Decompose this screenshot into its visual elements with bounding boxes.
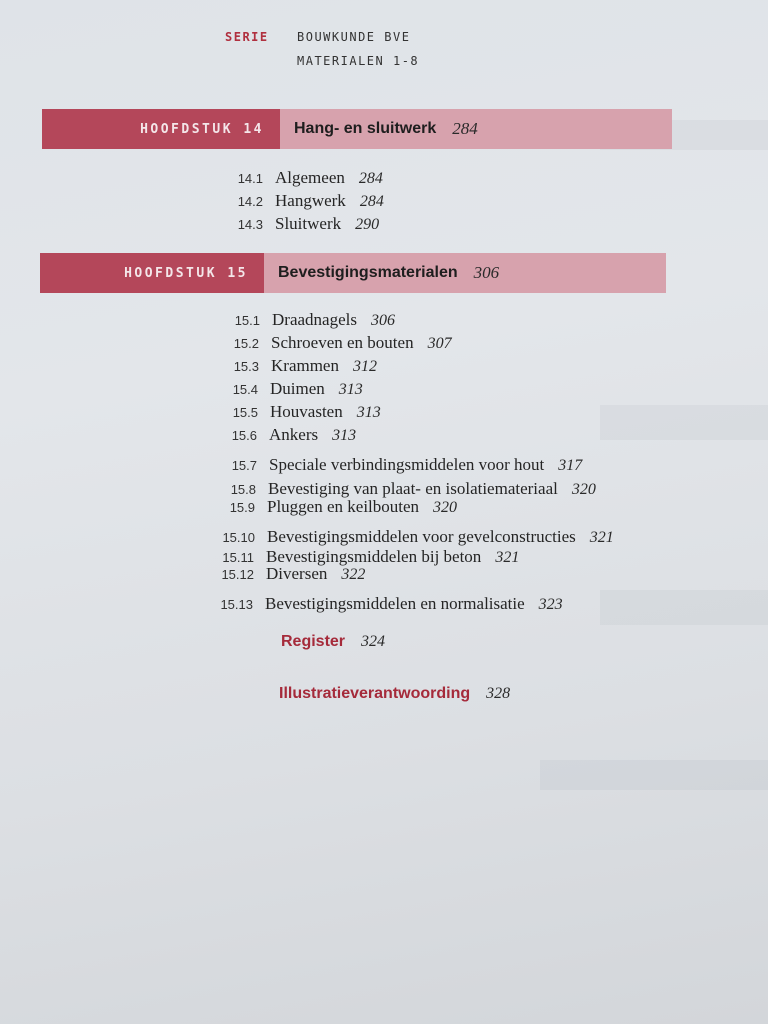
entry-page: 323 bbox=[538, 596, 563, 613]
entry-page: 307 bbox=[427, 335, 452, 352]
entry-page: 322 bbox=[341, 566, 366, 583]
chapter-heading bbox=[280, 109, 672, 149]
toc-entry bbox=[215, 214, 379, 234]
chapter-heading bbox=[264, 253, 666, 293]
toc-entry bbox=[209, 455, 582, 475]
entry-page: 290 bbox=[355, 216, 380, 233]
entry-title: Bevestiging van plaat- en isolatiemateriaal bbox=[268, 479, 558, 498]
toc-entry bbox=[215, 168, 383, 188]
chapter-page: 306 bbox=[473, 263, 500, 282]
entry-title: Bevestigingsmiddelen en normalisatie bbox=[265, 594, 525, 613]
illustration-credits-page: 328 bbox=[486, 685, 511, 702]
entry-number: 15.8 bbox=[230, 482, 256, 497]
series-title: BOUWKUNDE BVE bbox=[297, 30, 411, 44]
entry-page: 313 bbox=[338, 381, 363, 398]
entry-number: 15.7 bbox=[231, 458, 257, 473]
entry-title: Hangwerk bbox=[275, 191, 346, 210]
toc-entry bbox=[215, 191, 384, 211]
entry-number: 14.3 bbox=[237, 217, 263, 232]
chapter-label: HOOFDSTUK 14 bbox=[42, 109, 280, 149]
toc-entry bbox=[211, 333, 452, 353]
entry-number: 14.2 bbox=[237, 194, 263, 209]
chapter-14-bar bbox=[42, 109, 672, 149]
entry-title: Algemeen bbox=[275, 168, 345, 187]
chapter-title: Bevestigingsmaterialen bbox=[278, 264, 458, 281]
entry-title: Pluggen en keilbouten bbox=[267, 497, 420, 516]
entry-title: Sluitwerk bbox=[275, 214, 342, 233]
entry-page: 306 bbox=[370, 312, 395, 329]
entry-number: 15.12 bbox=[221, 567, 254, 582]
entry-title: Schroeven en bouten bbox=[271, 333, 414, 352]
register-title: Register bbox=[281, 633, 346, 650]
chapter-title: Hang- en sluitwerk bbox=[294, 120, 437, 137]
entry-number: 15.4 bbox=[232, 382, 258, 397]
show-through-band bbox=[540, 760, 768, 790]
toc-entry bbox=[206, 564, 365, 584]
entry-number: 15.10 bbox=[222, 530, 255, 545]
toc-entry bbox=[211, 356, 377, 376]
show-through-band bbox=[600, 590, 768, 625]
entry-number: 14.1 bbox=[237, 171, 263, 186]
entry-title: Houvasten bbox=[270, 402, 343, 421]
entry-title: Draadnagels bbox=[272, 310, 357, 329]
register-entry bbox=[281, 633, 385, 651]
entry-page: 312 bbox=[352, 358, 377, 375]
entry-number: 15.2 bbox=[233, 336, 259, 351]
toc-entry bbox=[207, 527, 614, 547]
entry-title: Speciale verbindingsmiddelen voor hout bbox=[269, 455, 545, 474]
chapter-15-bar bbox=[40, 253, 666, 293]
entry-title: Bevestigingsmiddelen bij beton bbox=[266, 547, 482, 566]
entry-page: 317 bbox=[558, 457, 583, 474]
chapter-page: 284 bbox=[452, 119, 478, 138]
chapter-label: HOOFDSTUK 15 bbox=[40, 253, 264, 293]
entry-page: 284 bbox=[358, 170, 383, 187]
toc-entry bbox=[210, 402, 381, 422]
entry-number: 15.1 bbox=[234, 313, 260, 328]
toc-entry bbox=[207, 497, 457, 517]
illustration-credits-title: Illustratieverantwoording bbox=[279, 685, 471, 702]
entry-number: 15.5 bbox=[232, 405, 258, 420]
entry-title: Duimen bbox=[270, 379, 325, 398]
illustration-credits-entry bbox=[279, 685, 510, 703]
entry-page: 321 bbox=[495, 549, 520, 566]
toc-entry bbox=[212, 310, 395, 330]
toc-entry bbox=[205, 594, 563, 614]
entry-page: 320 bbox=[571, 481, 596, 498]
entry-page: 284 bbox=[359, 193, 384, 210]
entry-page: 313 bbox=[356, 404, 381, 421]
entry-title: Bevestigingsmiddelen voor gevelconstructies bbox=[267, 527, 576, 546]
toc-entry bbox=[210, 379, 363, 399]
entry-page: 313 bbox=[332, 427, 357, 444]
series-subtitle: MATERIALEN 1-8 bbox=[297, 54, 420, 68]
show-through-band bbox=[600, 405, 768, 440]
entry-title: Diversen bbox=[266, 564, 328, 583]
serie-label: SERIE bbox=[225, 30, 269, 44]
toc-entry bbox=[209, 425, 356, 445]
entry-number: 15.6 bbox=[231, 428, 257, 443]
entry-page: 320 bbox=[433, 499, 458, 516]
toc-entry bbox=[208, 479, 596, 499]
register-page: 324 bbox=[361, 633, 386, 650]
entry-title: Ankers bbox=[269, 425, 319, 444]
entry-page: 321 bbox=[589, 529, 614, 546]
entry-number: 15.3 bbox=[233, 359, 259, 374]
entry-number: 15.9 bbox=[229, 500, 255, 515]
entry-title: Krammen bbox=[271, 356, 339, 375]
entry-number: 15.13 bbox=[220, 597, 253, 612]
entry-number: 15.11 bbox=[222, 550, 254, 565]
